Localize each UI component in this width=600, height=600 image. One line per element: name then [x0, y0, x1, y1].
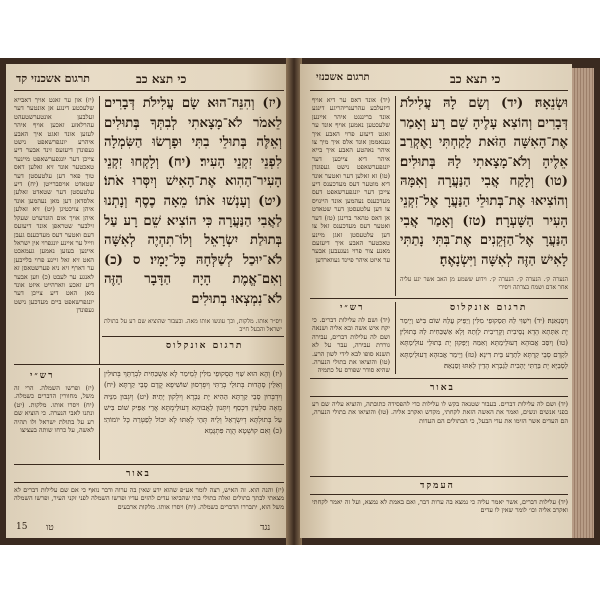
right-side-translation: (יד) אונד דאס ער דיא אויף דיזעלבע עהרענריהריגע דינגע אונד בריננגט איהר איינען שלעכטען נאמען אויף אונד ער זאגט דיעזע פרוי האבע איך גענאממן אונד אלס איך מיך צו איהר נאהטע האבע איך בייא איהר דיא צייכען דער יונגפערשאפט נישט געפונדן (טו) זא זאלען דער ואטער אונד דיא מוטער דעס מעדכענס דיע צייכן דער יונגפערשאפט דעס מעדכענס נעהמען אונד היינויס צו דען עלטעסטן דער שטאדט אן דאס טהאר ברינגן (טז) דער ואטער דעס מעדכענס זאל צו דען עלטעסטן זאגן מיינע טאכטער האבע איך דיעזעם מאנע צור פרוי געגעבען אבער ער איזט איהר פיינד געווארדען — [312, 96, 390, 264]
right-verse-text: וּשְׂנֵאָהּ׃ (יד) וְשָׂם לָהּ עֲלִילֹת דְּבָרִים וְהוֹצִא עָלֶיהָ שֵׁם רָע וְאָמַר אֶת־הָאִשָּׁה הַזֹּאת לָקַחְתִּי וָאֶקְרַב אֵלֶיהָ וְלֹא־מָצָאתִי לָהּ בְּתוּלִים׃ (טו) וְלָקַח אֲבִי הַנַּעֲרָה וְאִמָּהּ וְהוֹצִיאוּ אֶת־בְּתוּלֵי הַנַּעֲרָ אֶל־זִקְנֵי הָעִיר הַשָּׁעְרָה׃ (טז) וְאָמַר אֲבִי הַנַּעֲרָ אֶל־הַזְּקֵנִים אֶת־בִּתִּי נָתַתִּי לָאִישׁ הַזֶּה לְאִשָּׁה וַיִּשְׂנָאֶהָ׃ — [400, 96, 568, 268]
left-rashi-text: (יז) ופרשו השמלה. הרי זה משל, מחוורין הדברים כשמלה. (יח) ויסרו אותו. מלקות. (יט) ונתנו לאבי הנערה. כי הוציא שם רע על בתולת ישראל ולו תהיה לאשה, על כרחו שותה בעציצו — [14, 384, 94, 435]
left-column-divider — [99, 96, 100, 364]
book-photo — [0, 58, 600, 545]
left-onkelos-title: תרגום אונקלוס — [166, 341, 244, 351]
left-rashi-title: רש״י — [30, 371, 55, 381]
left-page-hebrew-number: טו — [46, 523, 54, 533]
right-onkelos-text: וְיִסְנְאִנַּהּ׃ (יד) וִישַׁוִּי לַהּ תַּסְקוּפֵי מִלִּין וְיַפֵּיק עֲלַהּ שׁוֹם בִּישׁ וְיֵימַר יָת אִתְּתָא הָדָא נְסֵיבִית וְקָרֵיבִית לְוָתַהּ וְלָא אַשְׁכַּחִית לַהּ בְּתוּלִין׃ (טו) וְיִסַּב אֲבוּהָא דְעוּלֵימְתָּא וְאִמַּהּ וְיַפְּקוּן יָת בְּתוּלֵי עוּלֵימְתָּא לִקְדָם סָבֵי קַרְתָּא לִתְרַע בֵּית דִּינָא׃ (טז) וְיֵימַר אֲבוּהָא דְעוּלֵימְתָּא לְסָבַיָּא יָת בְּרַתִּי יְהָבִית לְגַבְרָא הָדֵין לְאִתּוּ וְסַנְאַהּ׃ — [400, 317, 568, 370]
right-biur-text: (יד) ושם לה עלילות דברים. בעבור שטנאה בקש לו עלילות כדי להפסידה כתובתה, והוציא עליה שם רע בפני אנשים ונשים, ואמר את האשה הזאת לקחתי, מקדש ואקרב אליה. (טו) והוציאו את בתולי הנערה, הם העדים אשר הזימו את עדי הבעל, כי הבתולים הם העדות — [312, 400, 568, 425]
right-rashi-divider — [395, 302, 396, 374]
left-verse-text: (יז) וְהִנֵּה־הוּא שָׂם עֲלִילֹת דְּבָרִים לֵאמֹר לֹא־מָצָאתִי לְבִתְּךָ בְּתוּלִים וְאֵלֶּה בְּתוּלֵי בִתִּי וּפָרְשׂוּ הַשִּׂמְלָה לִפְנֵי זִקְנֵי הָעִיר׃ (יח) וְלָקְחוּ זִקְנֵי הָעִיר־הַהִוא אֶת־הָאִישׁ וְיִסְּרוּ אֹתוֹ׃ (יט) וְעָנְשׁוּ אֹתוֹ מֵאָה כֶסֶף וְנָתְנוּ לַאֲבִי הַנַּעֲרָה כִּי הוֹצִיא שֵׁם רָע עַל בְּתוּלַת יִשְׂרָאֵל וְלוֹ־תִהְיֶה לְאִשָּׁה לֹא־יוּכַל לְשַׁלְּחָהּ כָּל־יָמָיו׃ ס (כ) וְאִם־אֱמֶת הָיָה הַדָּבָר הַזֶּה לֹא־נִמְצְאוּ בְתוּלִים — [104, 96, 282, 307]
left-signature-mark: נגד — [260, 523, 271, 533]
left-rashi-divider — [99, 368, 100, 460]
right-rashi-text: (יד) ושם לה עלילות דברים. כי יקח איש אשה ובא אליה ושנאה ושם לה עלילות דברים, עבירה גוררת עבירה, עבר על לא תשנא סופו לבא לידי לשון הרע. (טו) והוציאו את בתולי הנערה. שהיא סודר שפורס על כתמיה — [312, 316, 390, 374]
left-rule-onkelos — [102, 336, 284, 337]
right-header-left: תרגום אשכנזי — [316, 72, 370, 83]
right-onkelos-title: תרגום אונקלוס — [450, 303, 528, 313]
left-page-number: 15 — [16, 522, 28, 532]
left-header-center: כי תצא כב — [136, 72, 187, 86]
right-column-divider — [395, 96, 396, 296]
left-onkelos-text: (יז) וְהָא הוּא שַׁוִּי תַּסְקוּפֵי מִלִּין לְמֵימַר לָא אַשְׁכַּחִית לִבְרַתָּךְ בְּתוּלִין וְאִלֵּין סָהֲדוּת בְּתוּלֵי בְרַתִּי וְיִפְרְסוּן שׁוֹשִׁיפָא קֳדָם סָבֵי קַרְתָּא׃ (יח) וְיִדְבְּרוּן סָבֵי קַרְתָּא הַהִיא יָת גַּבְרָא וְיִלְקוּן יָתֵיהּ׃ (יט) וְיִגְבּוּן מִנֵּיהּ מְאָה סִלְעִין דִּכְסַף וְיִתְּנוּן לַאֲבוּהָא דְעוּלֵימְתָּא אֲרֵי אַפֵּיק שׁוֹם בִּישׁ עַל בְּתוּלְתָּא דְיִשְׂרָאֵל וְלֵיהּ תְּהֵי לְאִתּוּ לָא יִכּוֹל לְפַטְּרַהּ כָּל יוֹמוֹהִי׃ (כ) וְאִם קוּשְׁטָא הֲוָה פִּתְגָּמָא — [104, 369, 282, 436]
right-rule-haemek-bottom — [310, 494, 568, 495]
right-haemek-text: (יד) עלילות דברים, אשר יאמר עליה כי נמצא בה ערות דבר, ואם באמת לא נמצא, ועל זה יאמר לקחתי ואקרב אליה וכו׳ לומר שאין לו עדים — [312, 498, 568, 515]
page-edges — [572, 68, 594, 538]
left-header-left: תרגום אשכנזי קד — [16, 72, 91, 85]
right-rule-haemek — [310, 476, 568, 477]
left-page — [6, 64, 288, 538]
left-rule-biur-bottom — [14, 482, 284, 483]
right-rule-onkelos — [310, 298, 568, 299]
right-header-center: כי תצא כב — [450, 72, 501, 86]
right-page — [300, 64, 572, 538]
right-header-rule — [310, 90, 568, 91]
right-rule-biur-bottom — [310, 396, 568, 397]
left-rule-rashi — [14, 364, 284, 365]
right-rule-biur — [310, 378, 568, 379]
right-biur-title: באור — [430, 383, 455, 393]
right-rashi-title: רש״י — [340, 303, 365, 313]
left-footnote-top: ויס״ר אותו. מלקות, וכך עונשו אותו מאה. ובעבור שהוציא שם רע על בתולת ישראל והבעל חייב — [104, 318, 282, 333]
left-side-translation: (יז) און ער זאגט אויך דאבייא שלעכטע דינגע אן אונטער דער זעלבען אונטערשטעהט עהרלאזע זאכען אויף איהר לעזען אונד זאגט איך האבע איהרע יונגפרשאפט נישט געפונדן דיעזעס זינד אבער דיע צייכן דער יונגפערשאפט מיינער טאכטער אונד זיא זאלען דאס טוך פאר דען עלטעסטן דער שטאדט אויסברייטן (יח) דיע עלטעסטן דער שטאדט זאלען אלסדאן דען מאן נעהמען אונד איהן צויכטיגן (יט) זיא זאלען איהן אויך אום הונדערט שעקל זילבער שטראפן אונד דיעזעס דעם ואטער דעס מעדכענס געבן ווייל ער איינע יונגפרוי אין ישראל איינען בעזען נאמען געמאכט האט זיא זאל זיינע פרוי בלייבען ער דארף זיא ניא פערשטאסן זא לאנגע ער לעבט (כ) ווען אבער דיע זאכע ווארהייט איזט אונד מאן האט דיע צייכן דער יונגפרשאפט ביים מעדכען נישט געפונדן — [14, 96, 94, 315]
right-footnote-top: הנערה ק׳. הנערה ק׳. הנערה ק׳. וידוע ששמע מן האב אשר יגע עליה אחר אדם ושמח בצרתה ויסירי — [400, 276, 568, 291]
right-haemek-title: העמקד — [420, 481, 455, 491]
left-rule-biur — [14, 464, 284, 465]
left-biur-text: (יז) והנה הוא. זה האיש, רצה לומר אע״פ שהוא ידע שאין בה ערוה ודבר נואף כי אם שם עלילות דברים לא מצאתי לבתך בתולים ואלה בתולי בתי שהביאו עדים להזים עדיו ופרשו השמלה לפני זקני העיר, ופרשו השמלה משל הוא, יתבררו הדברים כשמלה. (יח) ויסרו אותו. מלקות ארבעים — [14, 486, 284, 511]
left-header-rule — [14, 90, 284, 91]
left-biur-title: באור — [126, 469, 151, 479]
